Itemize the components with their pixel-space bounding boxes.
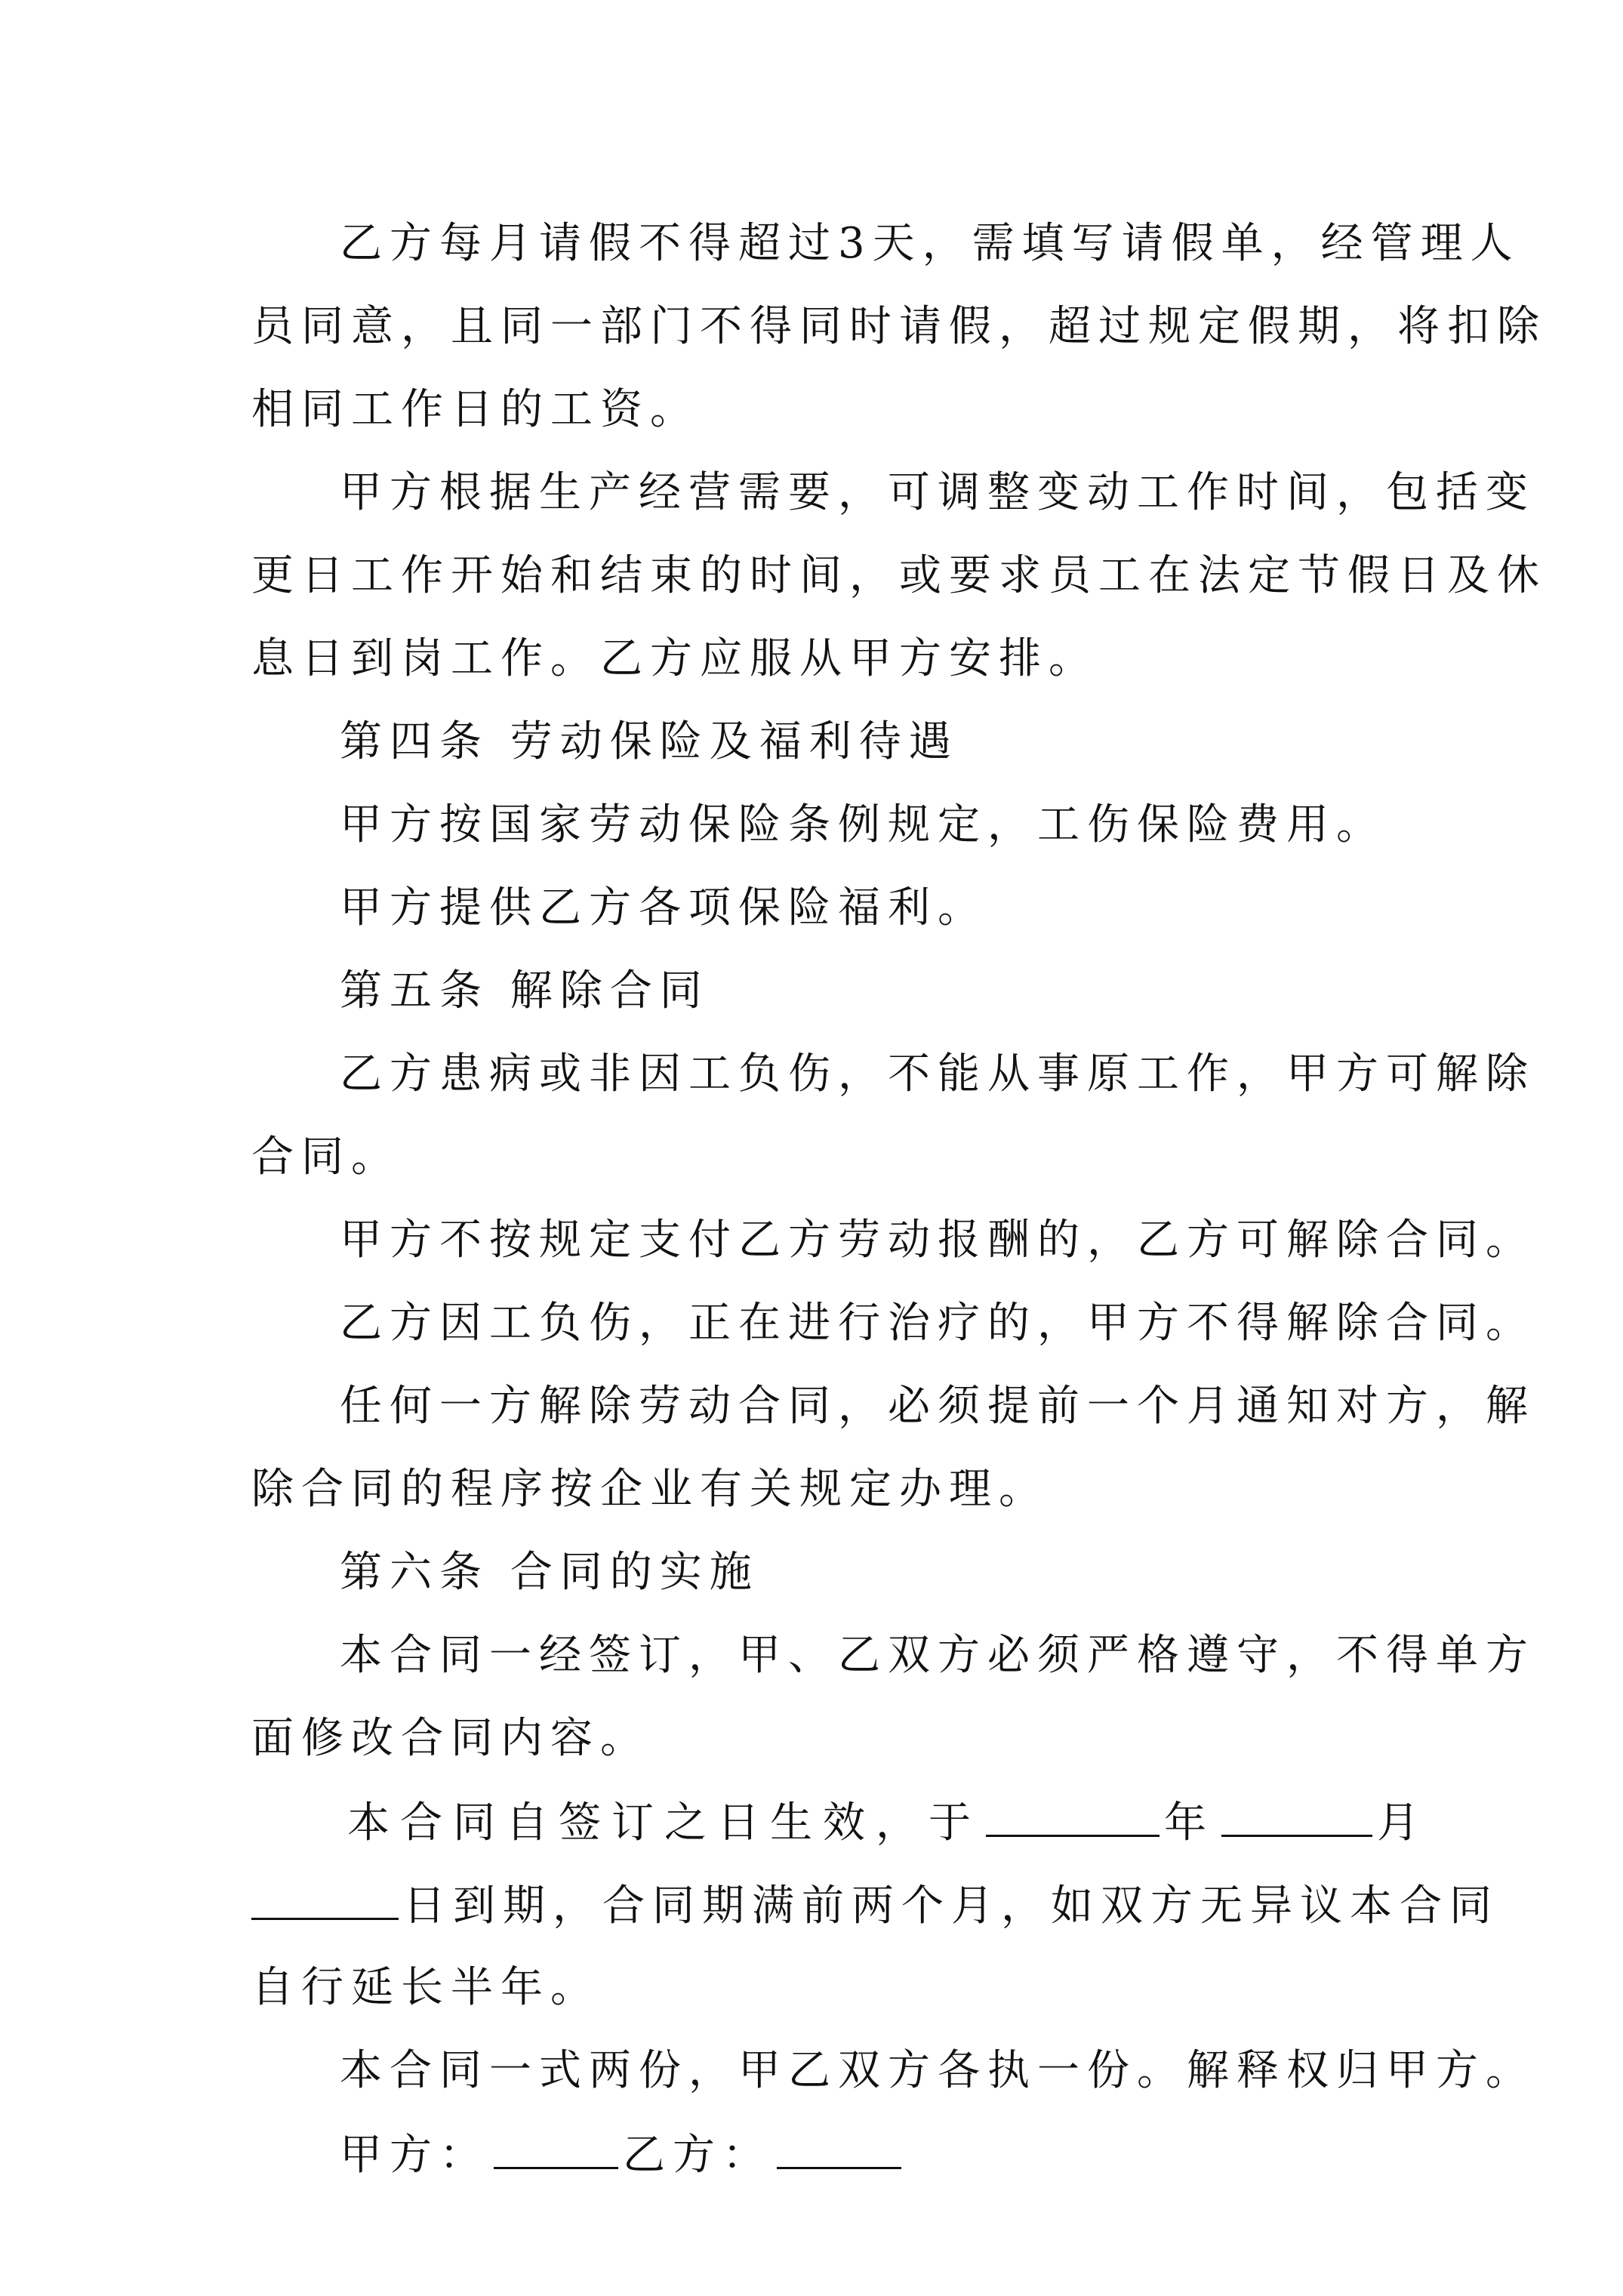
text-line: 甲方提供乙方各项保险福利。 (340, 883, 987, 932)
text-line: 合同。 (251, 1133, 401, 1182)
section-heading-4: 第四条 劳动保险及福利待遇 (340, 717, 959, 766)
effective-date-line-2 (251, 1878, 1499, 1933)
signature-line (340, 2128, 906, 2182)
text-line: 甲方根据生产经营需要，可调整变动工作时间，包括变 (340, 468, 1535, 517)
text-line: 甲方不按规定支付乙方劳动报酬的，乙方可解除合同。 (340, 1216, 1535, 1265)
text-line: 乙方患病或非因工负伤，不能从事原工作，甲方可解除 (340, 1049, 1535, 1099)
year-blank[interactable] (986, 1795, 1160, 1837)
text-line: 除合同的程序按企业有关规定办理。 (251, 1465, 1049, 1514)
text-line: 相同工作日的工资。 (251, 385, 700, 434)
text-line: 甲方按国家劳动保险条例规定，工伤保险费用。 (340, 800, 1386, 849)
text-line: 本合同一经签订，甲、乙双方必须严格遵守，不得单方 (340, 1631, 1535, 1680)
party-b-blank[interactable] (777, 2128, 901, 2169)
text-line: 乙方每月请假不得超过3天，需填写请假单，经管理人 (340, 219, 1520, 268)
text-line: 面修改合同内容。 (251, 1714, 650, 1763)
effective-date-line (347, 1795, 1430, 1850)
year-label: 年 (1164, 1798, 1217, 1848)
copies-line: 本合同一式两份，甲乙双方各执一份。解释权归甲方。 (340, 2046, 1535, 2095)
section-heading-6: 第六条 合同的实施 (340, 1548, 759, 1597)
text-line: 员同意，且同一部门不得同时请假，超过规定假期，将扣除 (251, 302, 1547, 351)
text-line: 任何一方解除劳动合同，必须提前一个月通知对方，解 (340, 1382, 1535, 1431)
expiry-text: 日到期，合同期满前两个月，如双方无异议本合同 (403, 1881, 1499, 1931)
month-blank[interactable] (1221, 1795, 1372, 1837)
text-line: 息日到岗工作。乙方应服从甲方安排。 (251, 634, 1098, 683)
day-blank[interactable] (251, 1878, 399, 1920)
section-heading-5: 第五条 解除合同 (340, 966, 710, 1015)
party-b-label: 乙方： (623, 2131, 772, 2180)
text-line: 乙方因工负伤，正在进行治疗的，甲方不得解除合同。 (340, 1299, 1535, 1348)
party-a-label: 甲方： (340, 2131, 489, 2180)
effective-text: 本合同自签订之日生效，于 (347, 1798, 981, 1848)
text-line: 自行延长半年。 (251, 1963, 600, 2012)
text-line: 更日工作开始和结束的时间，或要求员工在法定节假日及休 (251, 551, 1547, 600)
party-a-blank[interactable] (494, 2128, 618, 2169)
month-label: 月 (1377, 1798, 1430, 1848)
